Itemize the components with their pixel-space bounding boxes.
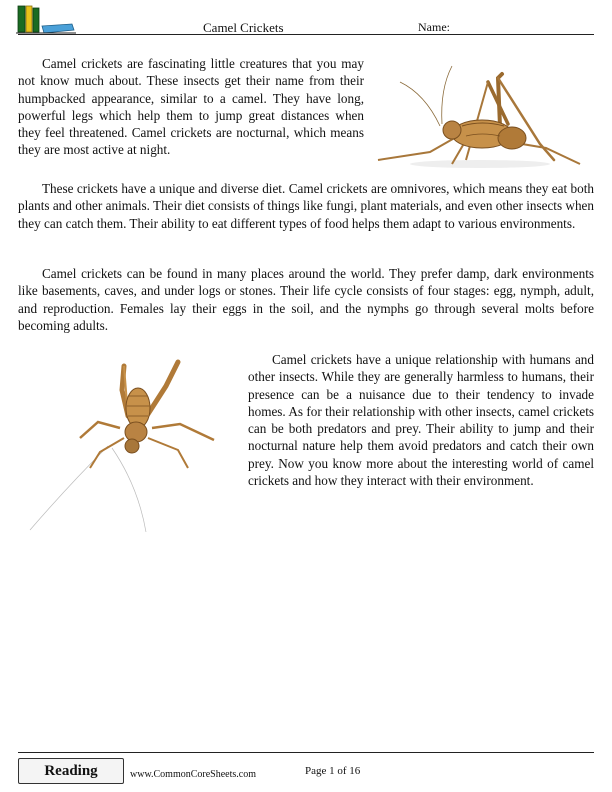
page-number: Page 1 of 16 — [305, 765, 361, 777]
camel-cricket-top-image — [28, 356, 238, 532]
subject-badge: Reading — [18, 758, 124, 784]
footer-divider — [18, 752, 594, 753]
website-link[interactable]: www.CommonCoreSheets.com — [130, 769, 257, 780]
books-icon — [16, 4, 76, 36]
name-field-label: Name: — [418, 20, 450, 34]
paragraph-2: These crickets have a unique and diverse diet. Camel crickets are omnivores, which means they eat both plants and other animals. Their diet consists of things like fungi, plant materials, and even other insects when they can catch them. Their ability to eat different types of food helps them adapt to various environments. — [18, 181, 594, 231]
paragraph-1: Camel crickets are fascinating little creatures that you may not know much about. These insects get their name from their humpbacked appearance, similar to a camel. They have long, powerful legs which help them to jump great distances when they feel threatened. Camel crickets are nocturnal, which means they are most active at night. — [18, 56, 364, 158]
header-divider — [18, 34, 594, 35]
camel-cricket-side-image — [370, 64, 590, 170]
paragraph-4: Camel crickets have a unique relationship with humans and other insects. While they are generally harmless to humans, their presence can be a nuisance due to their tendency to invade homes. As for their relationship with other insects, camel crickets can be both predators and prey. Their ability to jump and their nocturnal nature help them avoid predators and catch their own prey. Now you know more about the interesting world of camel crickets and how they interact with their environment. — [248, 352, 594, 489]
paragraph-3: Camel crickets can be found in many places around the world. They prefer damp, dark environments like basements, caves, and under logs or stones. Their life cycle consists of four stages: egg, nymph, adult, and reproduction. Females lay their eggs in the soil, and the nymphs go through several molts before becoming adults. — [18, 266, 594, 333]
document-title: Camel Crickets — [203, 20, 284, 35]
